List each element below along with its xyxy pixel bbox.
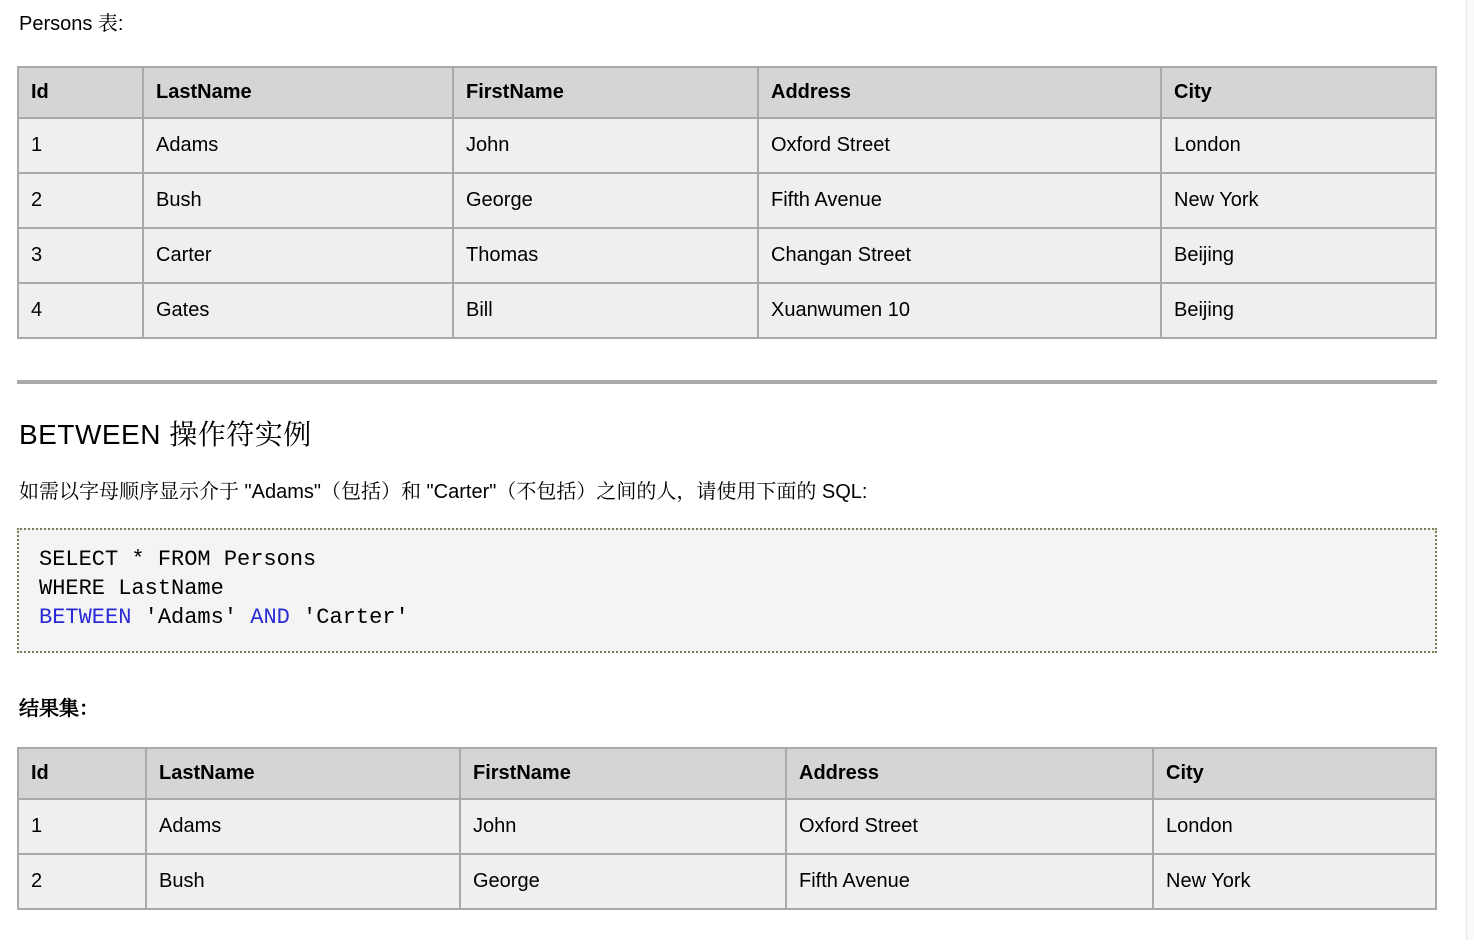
persons-table-body [18, 118, 1436, 338]
table-cell: Changan Street [758, 228, 1161, 283]
table-cell: Beijing [1161, 228, 1436, 283]
column-header-city: City [1153, 748, 1436, 799]
header-row [18, 67, 1436, 118]
table-row [18, 283, 1436, 338]
table-cell: John [453, 118, 758, 173]
table-cell: London [1153, 799, 1436, 854]
sql-code-block [17, 528, 1437, 653]
result-table-body [18, 799, 1436, 909]
table-cell: 2 [18, 173, 143, 228]
table-cell: New York [1153, 854, 1436, 909]
table-cell: Xuanwumen 10 [758, 283, 1161, 338]
persons-table [17, 66, 1437, 339]
table-cell: George [460, 854, 786, 909]
table-cell: New York [1161, 173, 1436, 228]
table-cell: George [453, 173, 758, 228]
persons-table-header [18, 67, 1436, 118]
column-header-city: City [1161, 67, 1436, 118]
column-header-firstname: FirstName [460, 748, 786, 799]
table-cell: Carter [143, 228, 453, 283]
sql-keyword: AND [250, 605, 290, 630]
table-cell: Bush [143, 173, 453, 228]
column-header-address: Address [786, 748, 1153, 799]
result-set-label: 结果集： [19, 697, 1437, 721]
table-cell: Adams [146, 799, 460, 854]
table-row [18, 854, 1436, 909]
table-cell: Adams [143, 118, 453, 173]
table-cell: 1 [18, 118, 143, 173]
table-cell: Oxford Street [786, 799, 1153, 854]
sql-keyword: BETWEEN [39, 605, 131, 630]
table-cell: 3 [18, 228, 143, 283]
sql-text: SELECT * FROM Persons [39, 547, 316, 572]
table-cell: London [1161, 118, 1436, 173]
section-divider [17, 380, 1437, 384]
table-cell: Bill [453, 283, 758, 338]
scrollbar-track[interactable] [1466, 0, 1474, 940]
sql-text: 'Adams' [131, 605, 250, 630]
table-cell: Gates [143, 283, 453, 338]
column-header-lastname: LastName [143, 67, 453, 118]
column-header-id: Id [18, 748, 146, 799]
header-row [18, 748, 1436, 799]
table-cell: Thomas [453, 228, 758, 283]
section-intro-text: 如需以字母顺序显示介于 "Adams"（包括）和 "Carter"（不包括）之间的人，请使用下面的 SQL: [19, 480, 1437, 504]
sql-text: WHERE LastName [39, 576, 224, 601]
result-table [17, 747, 1437, 910]
table-row [18, 228, 1436, 283]
table-cell: Fifth Avenue [758, 173, 1161, 228]
table-cell: Oxford Street [758, 118, 1161, 173]
section-title: BETWEEN 操作符实例 [19, 420, 1437, 450]
column-header-firstname: FirstName [453, 67, 758, 118]
persons-table-label: Persons 表: [19, 12, 1437, 36]
column-header-id: Id [18, 67, 143, 118]
sql-text: 'Carter' [290, 605, 409, 630]
table-cell: 1 [18, 799, 146, 854]
result-table-header [18, 748, 1436, 799]
column-header-address: Address [758, 67, 1161, 118]
table-row [18, 799, 1436, 854]
table-row [18, 118, 1436, 173]
table-cell: John [460, 799, 786, 854]
table-row [18, 173, 1436, 228]
table-cell: 4 [18, 283, 143, 338]
column-header-lastname: LastName [146, 748, 460, 799]
table-cell: Fifth Avenue [786, 854, 1153, 909]
table-cell: 2 [18, 854, 146, 909]
table-cell: Beijing [1161, 283, 1436, 338]
tutorial-page [0, 12, 1474, 934]
table-cell: Bush [146, 854, 460, 909]
